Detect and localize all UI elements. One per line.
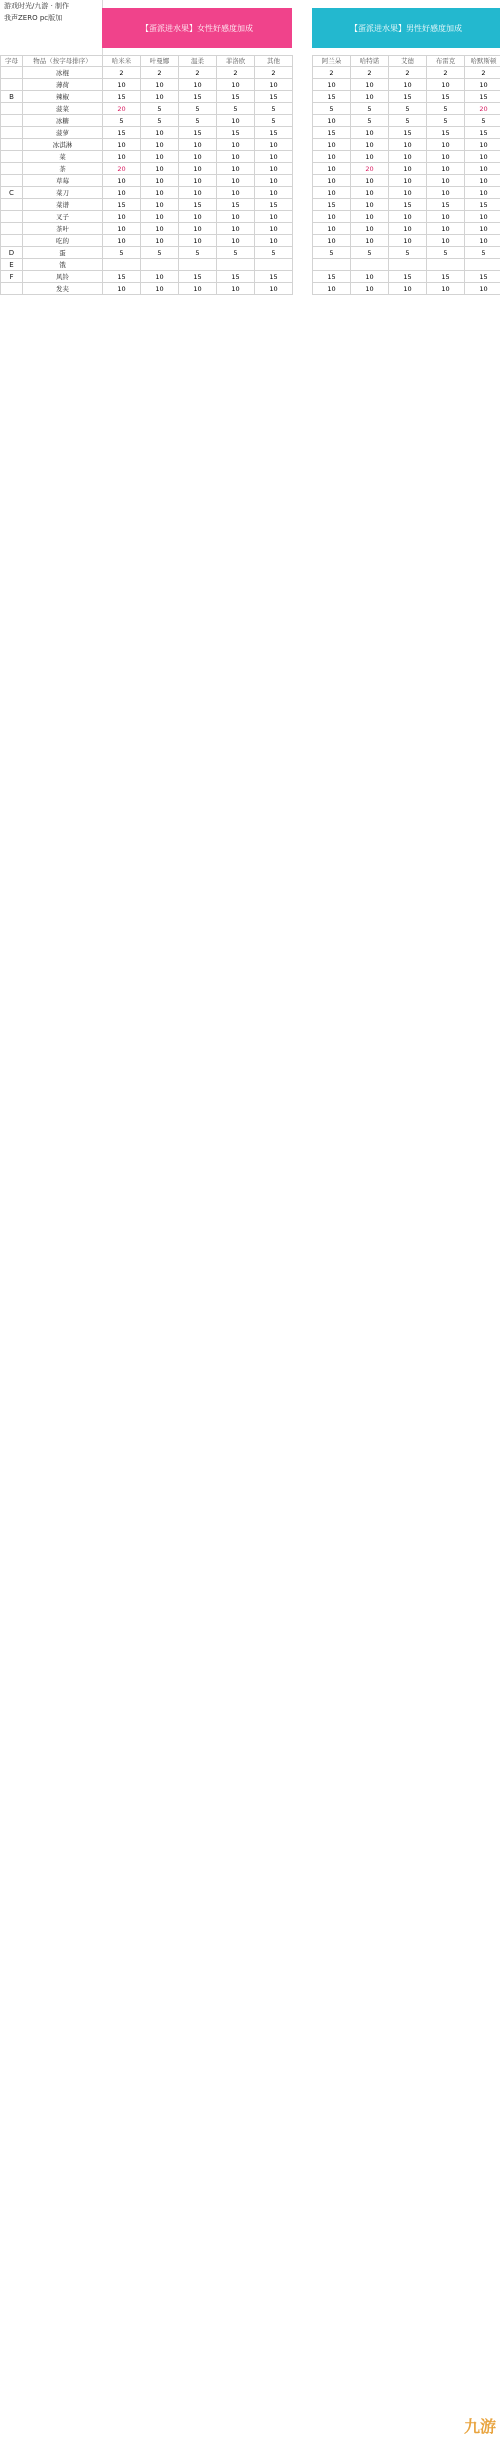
- value-cell: 10: [351, 199, 389, 211]
- value-cell: 10: [427, 175, 465, 187]
- value-cell: 10: [313, 151, 351, 163]
- value-cell: 10: [313, 235, 351, 247]
- item-name: 草莓: [23, 175, 103, 187]
- letter-cell: [1, 103, 23, 115]
- value-cell: [141, 259, 179, 271]
- table-row: [1, 151, 500, 163]
- value-cell: 10: [179, 211, 217, 223]
- value-cell: 10: [313, 283, 351, 295]
- value-cell: 10: [351, 235, 389, 247]
- value-cell: [217, 259, 255, 271]
- value-cell: 10: [179, 79, 217, 91]
- letter-cell: [1, 79, 23, 91]
- spacer: [293, 223, 313, 235]
- value-cell: 10: [255, 151, 293, 163]
- value-cell: 2: [103, 67, 141, 79]
- value-cell: 5: [427, 247, 465, 259]
- value-cell: 10: [103, 151, 141, 163]
- value-cell: 5: [103, 115, 141, 127]
- value-cell: 10: [427, 163, 465, 175]
- value-cell: 10: [217, 151, 255, 163]
- letter-cell: [1, 151, 23, 163]
- spacer: [293, 235, 313, 247]
- value-cell: 10: [351, 187, 389, 199]
- value-cell: 5: [351, 247, 389, 259]
- value-cell: 10: [103, 211, 141, 223]
- credit-line-2: 我声ZERO pc版加: [4, 14, 63, 22]
- value-cell: 10: [141, 235, 179, 247]
- item-name: 茶叶: [23, 223, 103, 235]
- spacer: [293, 211, 313, 223]
- value-cell: 20: [351, 163, 389, 175]
- value-cell: [255, 259, 293, 271]
- header-m1: 阿兰朵: [313, 56, 351, 67]
- value-cell: 10: [255, 163, 293, 175]
- value-cell: 10: [217, 163, 255, 175]
- table-row: [1, 103, 500, 115]
- table-header-row: [1, 56, 500, 67]
- value-cell: 10: [313, 211, 351, 223]
- value-cell: 5: [465, 115, 500, 127]
- spacer: [293, 175, 313, 187]
- spacer: [293, 163, 313, 175]
- spacer: [293, 91, 313, 103]
- value-cell: 10: [389, 211, 427, 223]
- value-cell: 15: [103, 91, 141, 103]
- value-cell: 5: [217, 247, 255, 259]
- value-cell: 10: [217, 235, 255, 247]
- value-cell: 10: [141, 163, 179, 175]
- header-f5: 其他: [255, 56, 293, 67]
- value-cell: 10: [351, 79, 389, 91]
- value-cell: 5: [313, 247, 351, 259]
- value-cell: 15: [389, 91, 427, 103]
- value-cell: 10: [389, 139, 427, 151]
- value-cell: 10: [217, 79, 255, 91]
- value-cell: 5: [179, 115, 217, 127]
- item-name: 冰棍: [23, 67, 103, 79]
- value-cell: 5: [255, 247, 293, 259]
- value-cell: 15: [389, 199, 427, 211]
- value-cell: 10: [179, 163, 217, 175]
- letter-cell: [1, 223, 23, 235]
- value-cell: 15: [179, 127, 217, 139]
- value-cell: 10: [313, 163, 351, 175]
- value-cell: [313, 259, 351, 271]
- value-cell: 5: [427, 103, 465, 115]
- value-cell: 10: [141, 223, 179, 235]
- value-cell: 15: [427, 127, 465, 139]
- item-name: 饿: [23, 259, 103, 271]
- value-cell: 15: [313, 127, 351, 139]
- spacer: [293, 67, 313, 79]
- male-banner: 【蛋派进水果】男性好感度加成: [312, 8, 500, 48]
- item-name: 风铃: [23, 271, 103, 283]
- table-row: [1, 271, 500, 283]
- value-cell: 10: [465, 163, 500, 175]
- value-cell: 15: [313, 199, 351, 211]
- header-f3: 温柔: [179, 56, 217, 67]
- value-cell: 10: [465, 223, 500, 235]
- letter-cell: [1, 235, 23, 247]
- value-cell: 10: [255, 79, 293, 91]
- value-cell: 10: [103, 235, 141, 247]
- table-row: [1, 67, 500, 79]
- value-cell: 10: [103, 139, 141, 151]
- spacer: [293, 103, 313, 115]
- value-cell: 15: [255, 91, 293, 103]
- letter-cell: [1, 127, 23, 139]
- table-row: [1, 235, 500, 247]
- value-cell: 5: [351, 103, 389, 115]
- header-item: 物品（按字母排序）: [23, 56, 103, 67]
- letter-cell: [1, 115, 23, 127]
- value-cell: 20: [103, 103, 141, 115]
- value-cell: 15: [427, 91, 465, 103]
- value-cell: 10: [313, 175, 351, 187]
- letter-cell: [1, 67, 23, 79]
- spacer: [293, 56, 313, 67]
- value-cell: 2: [351, 67, 389, 79]
- value-cell: 15: [179, 91, 217, 103]
- value-cell: 15: [255, 199, 293, 211]
- value-cell: 10: [427, 223, 465, 235]
- value-cell: [465, 259, 500, 271]
- header-m5: 哈默斯顿: [465, 56, 500, 67]
- value-cell: 15: [389, 127, 427, 139]
- value-cell: 10: [427, 235, 465, 247]
- value-cell: 5: [255, 103, 293, 115]
- table-row: [1, 79, 500, 91]
- value-cell: 10: [465, 79, 500, 91]
- value-cell: 15: [313, 271, 351, 283]
- letter-cell: [1, 163, 23, 175]
- value-cell: 5: [141, 247, 179, 259]
- spacer: [293, 199, 313, 211]
- header-f1: 哈米米: [103, 56, 141, 67]
- value-cell: 5: [427, 115, 465, 127]
- letter-cell: F: [1, 271, 23, 283]
- header-f4: 菲洛欧: [217, 56, 255, 67]
- value-cell: 10: [389, 175, 427, 187]
- table-row: [1, 115, 500, 127]
- value-cell: 10: [427, 79, 465, 91]
- value-cell: 5: [389, 247, 427, 259]
- value-cell: 5: [217, 103, 255, 115]
- value-cell: 15: [217, 271, 255, 283]
- value-cell: 10: [179, 223, 217, 235]
- value-cell: 15: [103, 271, 141, 283]
- value-cell: 5: [179, 247, 217, 259]
- value-cell: 10: [103, 187, 141, 199]
- value-cell: 10: [465, 139, 500, 151]
- value-cell: 10: [313, 187, 351, 199]
- value-cell: 10: [255, 283, 293, 295]
- value-cell: 10: [389, 235, 427, 247]
- table-row: [1, 223, 500, 235]
- value-cell: 10: [427, 187, 465, 199]
- header-m3: 艾德: [389, 56, 427, 67]
- letter-cell: [1, 199, 23, 211]
- header-m4: 布雷克: [427, 56, 465, 67]
- value-cell: 5: [141, 103, 179, 115]
- value-cell: 10: [389, 151, 427, 163]
- letter-cell: [1, 175, 23, 187]
- value-cell: 5: [103, 247, 141, 259]
- letter-cell: C: [1, 187, 23, 199]
- value-cell: 15: [179, 271, 217, 283]
- table-row: [1, 211, 500, 223]
- value-cell: [351, 259, 389, 271]
- spacer: [293, 259, 313, 271]
- item-name: 菠菜: [23, 103, 103, 115]
- table-row: [1, 259, 500, 271]
- value-cell: 10: [179, 187, 217, 199]
- spacer: [293, 79, 313, 91]
- value-cell: 15: [389, 271, 427, 283]
- item-name: 辣椒: [23, 91, 103, 103]
- table-row: [1, 187, 500, 199]
- value-cell: 15: [255, 271, 293, 283]
- spacer: [293, 187, 313, 199]
- value-cell: 10: [313, 139, 351, 151]
- item-name: 菜谱: [23, 199, 103, 211]
- table-row: [1, 247, 500, 259]
- value-cell: 10: [427, 283, 465, 295]
- value-cell: 2: [465, 67, 500, 79]
- value-cell: 10: [313, 115, 351, 127]
- value-cell: 2: [179, 67, 217, 79]
- spacer: [293, 127, 313, 139]
- value-cell: 10: [141, 91, 179, 103]
- value-cell: 10: [103, 175, 141, 187]
- value-cell: 10: [103, 283, 141, 295]
- value-cell: 15: [255, 127, 293, 139]
- header-letter: 字母: [1, 56, 23, 67]
- value-cell: 10: [313, 223, 351, 235]
- value-cell: 10: [141, 283, 179, 295]
- item-name: 薄荷: [23, 79, 103, 91]
- table-row: [1, 199, 500, 211]
- table-row: [1, 127, 500, 139]
- value-cell: 10: [103, 223, 141, 235]
- value-cell: 10: [141, 127, 179, 139]
- spacer: [293, 139, 313, 151]
- value-cell: 10: [427, 151, 465, 163]
- value-cell: 10: [217, 175, 255, 187]
- value-cell: 15: [313, 91, 351, 103]
- letter-cell: [1, 283, 23, 295]
- value-cell: 10: [141, 271, 179, 283]
- table-row: [1, 91, 500, 103]
- item-name: 冰糖: [23, 115, 103, 127]
- value-cell: 2: [313, 67, 351, 79]
- letter-cell: E: [1, 259, 23, 271]
- table-row: [1, 175, 500, 187]
- value-cell: 15: [217, 199, 255, 211]
- value-cell: 10: [141, 211, 179, 223]
- item-name: 发夹: [23, 283, 103, 295]
- credit-line-1: 游戏时光/九游 · 制作: [4, 2, 70, 10]
- female-banner: 【蛋派进水果】女性好感度加成: [102, 8, 292, 48]
- value-cell: 15: [103, 127, 141, 139]
- value-cell: 20: [465, 103, 500, 115]
- value-cell: 10: [217, 223, 255, 235]
- value-cell: 10: [465, 187, 500, 199]
- value-cell: 10: [217, 283, 255, 295]
- value-cell: 15: [465, 127, 500, 139]
- value-cell: 2: [217, 67, 255, 79]
- item-name: 菠萝: [23, 127, 103, 139]
- value-cell: 10: [351, 139, 389, 151]
- credit-block: [0, 0, 103, 55]
- value-cell: 10: [465, 151, 500, 163]
- value-cell: 10: [217, 211, 255, 223]
- value-cell: 10: [217, 115, 255, 127]
- item-name: 冰淇淋: [23, 139, 103, 151]
- value-cell: 10: [389, 163, 427, 175]
- value-cell: [179, 259, 217, 271]
- page-header: [0, 0, 500, 55]
- value-cell: [427, 259, 465, 271]
- value-cell: 15: [465, 199, 500, 211]
- value-cell: 10: [465, 175, 500, 187]
- value-cell: 10: [313, 79, 351, 91]
- value-cell: 15: [465, 271, 500, 283]
- value-cell: 10: [141, 151, 179, 163]
- value-cell: 10: [389, 283, 427, 295]
- value-cell: 10: [141, 187, 179, 199]
- value-cell: 10: [179, 175, 217, 187]
- value-cell: 10: [389, 223, 427, 235]
- spacer: [293, 151, 313, 163]
- value-cell: 10: [255, 175, 293, 187]
- value-cell: 10: [351, 211, 389, 223]
- item-name: 茶: [23, 163, 103, 175]
- value-cell: [103, 259, 141, 271]
- table-row: [1, 163, 500, 175]
- value-cell: 10: [465, 283, 500, 295]
- value-cell: 15: [179, 199, 217, 211]
- value-cell: 10: [217, 139, 255, 151]
- letter-cell: [1, 139, 23, 151]
- value-cell: 2: [141, 67, 179, 79]
- value-cell: 5: [351, 115, 389, 127]
- value-cell: 10: [465, 211, 500, 223]
- value-cell: 10: [351, 283, 389, 295]
- value-cell: 15: [217, 127, 255, 139]
- value-cell: 2: [255, 67, 293, 79]
- spacer: [293, 247, 313, 259]
- value-cell: 10: [351, 223, 389, 235]
- value-cell: 15: [465, 91, 500, 103]
- value-cell: 20: [103, 163, 141, 175]
- spacer: [293, 115, 313, 127]
- value-cell: 10: [179, 139, 217, 151]
- table-row: [1, 139, 500, 151]
- header-m2: 哈特诺: [351, 56, 389, 67]
- value-cell: 10: [141, 79, 179, 91]
- value-cell: 15: [427, 271, 465, 283]
- value-cell: 10: [255, 139, 293, 151]
- item-name: 菜: [23, 151, 103, 163]
- value-cell: 10: [179, 235, 217, 247]
- value-cell: 10: [389, 79, 427, 91]
- value-cell: 5: [465, 247, 500, 259]
- letter-cell: [1, 211, 23, 223]
- item-name: 叉子: [23, 211, 103, 223]
- value-cell: 10: [141, 139, 179, 151]
- value-cell: 10: [141, 175, 179, 187]
- value-cell: 5: [389, 115, 427, 127]
- value-cell: 10: [351, 151, 389, 163]
- value-cell: 2: [427, 67, 465, 79]
- item-name: 吃的: [23, 235, 103, 247]
- header-f2: 叶曼娜: [141, 56, 179, 67]
- value-cell: 10: [427, 139, 465, 151]
- gift-table: [0, 55, 500, 295]
- value-cell: 10: [141, 199, 179, 211]
- letter-cell: D: [1, 247, 23, 259]
- value-cell: 10: [255, 235, 293, 247]
- value-cell: 10: [255, 211, 293, 223]
- spacer: [293, 271, 313, 283]
- value-cell: 10: [465, 235, 500, 247]
- letter-cell: B: [1, 91, 23, 103]
- value-cell: 10: [351, 175, 389, 187]
- item-name: 菜刀: [23, 187, 103, 199]
- value-cell: 5: [313, 103, 351, 115]
- value-cell: 10: [427, 211, 465, 223]
- value-cell: 10: [103, 79, 141, 91]
- value-cell: 10: [179, 151, 217, 163]
- value-cell: 10: [351, 91, 389, 103]
- value-cell: 10: [217, 187, 255, 199]
- value-cell: 5: [141, 115, 179, 127]
- value-cell: 15: [103, 199, 141, 211]
- value-cell: 10: [255, 223, 293, 235]
- value-cell: 5: [179, 103, 217, 115]
- value-cell: [389, 259, 427, 271]
- watermark-logo: 九游: [463, 2417, 496, 2436]
- item-name: 蛋: [23, 247, 103, 259]
- value-cell: 10: [351, 271, 389, 283]
- value-cell: 10: [389, 187, 427, 199]
- value-cell: 15: [217, 91, 255, 103]
- value-cell: 10: [255, 187, 293, 199]
- value-cell: 10: [351, 127, 389, 139]
- value-cell: 2: [389, 67, 427, 79]
- value-cell: 5: [389, 103, 427, 115]
- value-cell: 15: [427, 199, 465, 211]
- value-cell: 5: [255, 115, 293, 127]
- spacer: [293, 283, 313, 295]
- value-cell: 10: [179, 283, 217, 295]
- table-row: [1, 283, 500, 295]
